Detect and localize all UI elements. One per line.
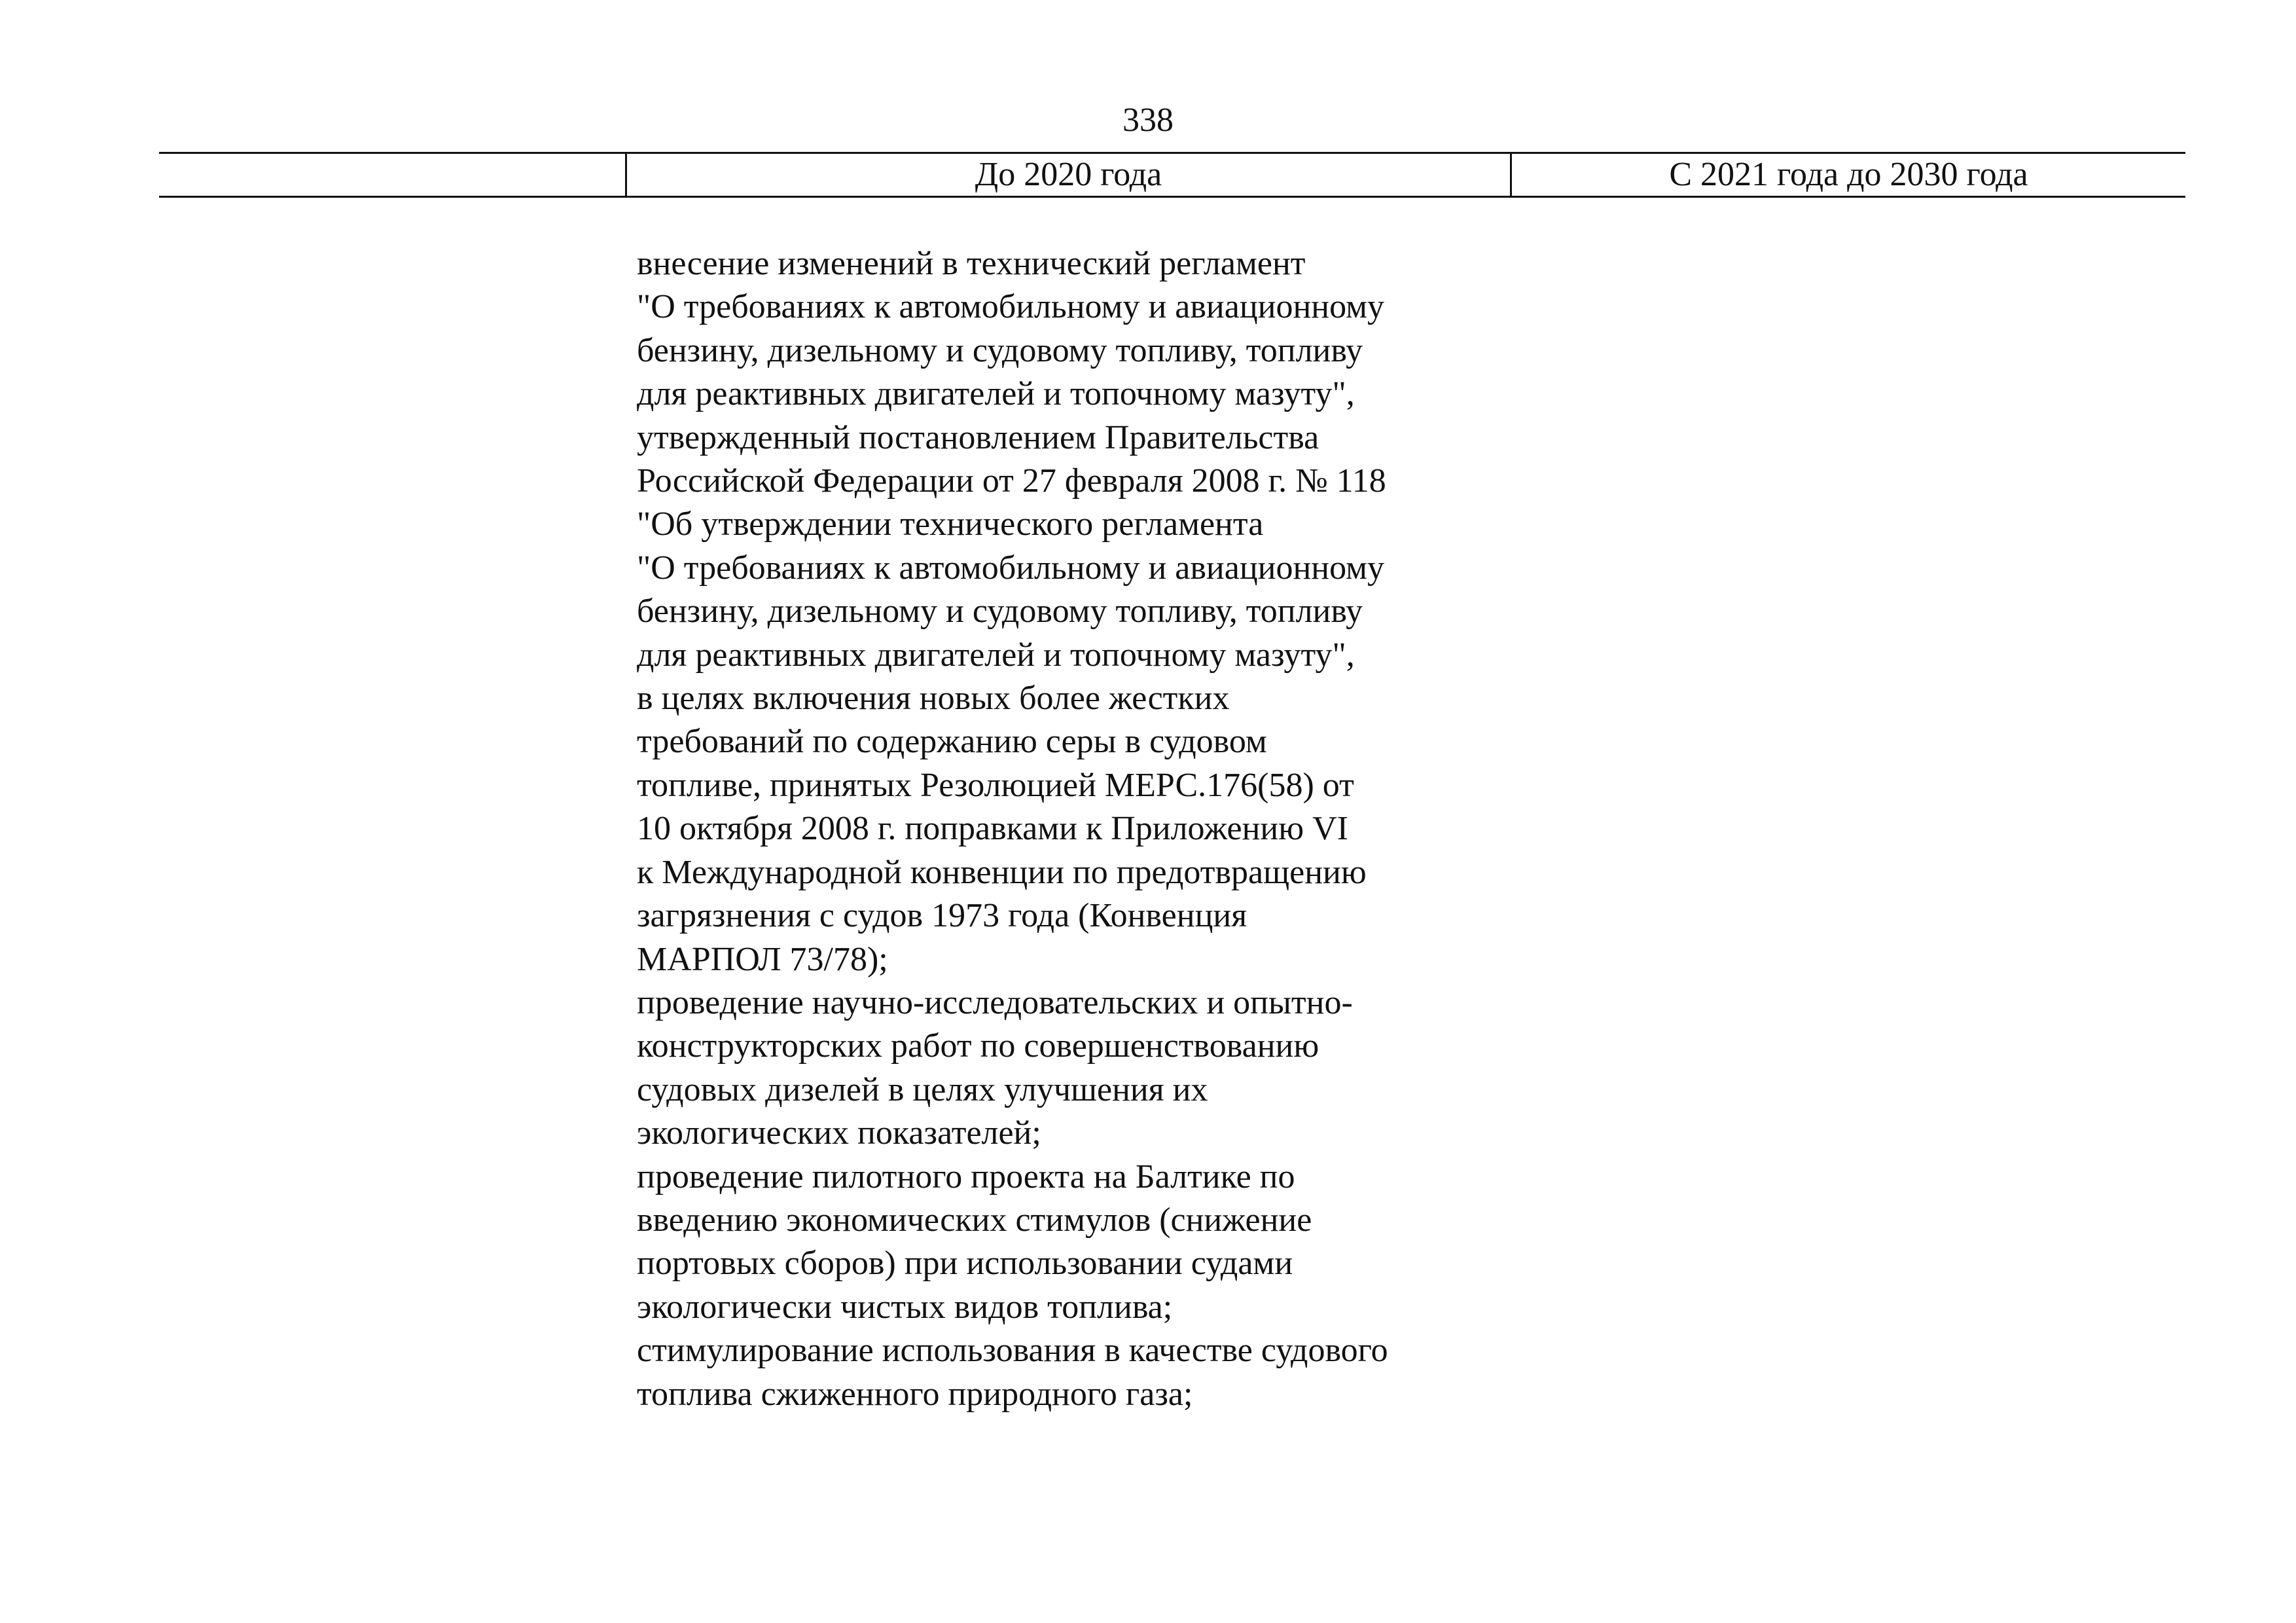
text-line: конструкторских работ по совершенствованию <box>637 1027 1319 1065</box>
text-line: портовых сборов) при использовании судами <box>637 1245 1293 1283</box>
text-line: требований по содержанию серы в судовом <box>637 723 1267 761</box>
text-line: загрязнения с судов 1973 года (Конвенция <box>637 897 1247 935</box>
text-line: топливе, принятых Резолюцией МЕРС.176(58) от <box>637 766 1354 804</box>
text-line: для реактивных двигателей и топочному мазуту", <box>637 375 1355 413</box>
text-line: проведение научно-исследовательских и опытно- <box>637 983 1353 1021</box>
text-line: судовых дизелей в целях улучшения их <box>637 1070 1208 1108</box>
table-header <box>159 152 2185 198</box>
text-line: Российской Федерации от 27 февраля 2008 г. № 118 <box>637 462 1386 500</box>
text-line: утвержденный постановлением Правительства <box>637 418 1319 456</box>
text-line: стимулирование использования в качестве судового <box>637 1332 1388 1370</box>
text-line: внесение изменений в технический регламент <box>637 245 1306 282</box>
text-line: МАРПОЛ 73/78); <box>637 940 888 978</box>
text-line: "Об утверждении технического регламента <box>637 505 1264 543</box>
text-line: экологически чистых видов топлива; <box>637 1288 1173 1326</box>
measures-text <box>637 242 1553 1416</box>
text-line: "О требованиях к автомобильному и авиационному <box>637 288 1385 326</box>
header-cell-empty <box>159 154 625 196</box>
text-line: "О требованиях к автомобильному и авиационному <box>637 549 1385 587</box>
text-line: бензину, дизельному и судовому топливу, топливу <box>637 331 1363 369</box>
header-cell-2021-2030: С 2021 года до 2030 года <box>1510 154 2185 196</box>
text-line: в целях включения новых более жестких <box>637 680 1230 718</box>
text-line: для реактивных двигателей и топочному мазуту", <box>637 636 1355 674</box>
page-number: 338 <box>1122 101 1174 139</box>
text-line: проведение пилотного проекта на Балтике по <box>637 1158 1295 1195</box>
text-line: бензину, дизельному и судовому топливу, топливу <box>637 593 1363 630</box>
text-line: к Международной конвенции по предотвращению <box>637 853 1367 891</box>
text-line: введению экономических стимулов (снижение <box>637 1201 1312 1239</box>
header-cell-before-2020: До 2020 года <box>625 154 1510 196</box>
text-line: 10 октября 2008 г. поправками к Приложению VI <box>637 810 1348 848</box>
text-line: топлива сжиженного природного газа; <box>637 1375 1193 1413</box>
text-line: экологических показателей; <box>637 1114 1041 1152</box>
